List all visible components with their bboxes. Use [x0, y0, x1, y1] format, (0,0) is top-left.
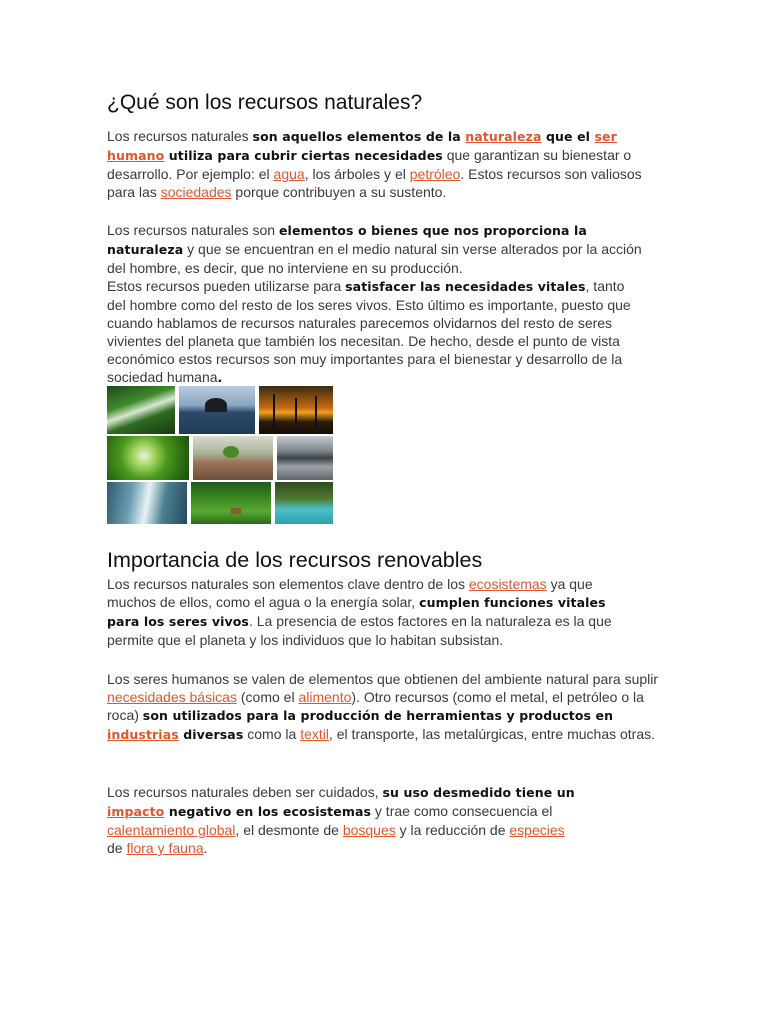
link-calentamiento-global[interactable]: calentamiento global — [107, 822, 236, 838]
text-run: , el desmonte de — [235, 822, 343, 838]
whale-tail-photo — [179, 386, 255, 434]
text-run: Los recursos naturales son elementos clave dentro de los — [107, 576, 469, 592]
link-ser-humano[interactable]: ser humano — [107, 129, 617, 163]
link-especies[interactable]: especies — [509, 822, 565, 838]
text-run: porque contribuyen a su sustento. — [231, 184, 447, 200]
deer-forest-photo — [191, 482, 271, 524]
text-run: , los árboles y el — [304, 166, 410, 182]
turquoise-river-photo — [275, 482, 333, 524]
text-run: que garantizan su bienestar o desarrollo. Por ejemplo: el — [107, 147, 632, 182]
text-run: y la reducción de — [395, 822, 510, 838]
section-title-recursos-naturales: ¿Qué son los recursos naturales? — [107, 91, 423, 114]
text-run: diversas — [178, 727, 244, 742]
paragraph-ecosistemas — [107, 575, 642, 649]
lake-landscape-photo — [277, 436, 333, 480]
text-run: son utilizados para la producción de herramientas y productos en — [142, 708, 614, 723]
link-agua[interactable]: agua — [273, 166, 305, 182]
text-run: . La presencia de estos factores en la naturaleza es la que permite que el planeta y los individuos que lo habitan subsistan. — [107, 613, 612, 648]
link-sociedades[interactable]: sociedades — [160, 184, 232, 200]
wind-turbines-sunset-photo — [259, 386, 333, 434]
text-run: (como el — [236, 689, 299, 705]
paragraph-cuidado — [107, 783, 577, 857]
text-run: . — [203, 840, 208, 856]
paragraph-seres-humanos — [107, 670, 663, 744]
text-run: Los recursos naturales — [107, 128, 253, 144]
link-impacto[interactable]: impacto — [107, 804, 165, 819]
bold-run: satisfacer las necesidades vitales — [345, 279, 586, 294]
text-run: Los seres humanos se valen de elementos que obtienen del ambiente natural para suplir — [107, 671, 659, 687]
text-run: como la — [243, 726, 301, 742]
paragraph-elementos-bienes — [107, 221, 642, 387]
link-flora-y-fauna[interactable]: flora y fauna — [126, 840, 204, 856]
link-alimento[interactable]: alimento — [298, 689, 352, 705]
glass-globe-grass-photo — [107, 436, 189, 480]
text-run: Estos recursos pueden utilizarse para — [107, 278, 346, 294]
text-run: Los recursos naturales deben ser cuidados, — [107, 784, 383, 800]
text-run: y que se encuentran en el medio natural sin verse alterados por la acción del hombre, es decir, que no interviene en su producción. — [107, 241, 642, 276]
waterfall-forest-photo — [107, 386, 175, 434]
text-run: . Estos recursos son valiosos para las — [107, 166, 642, 200]
link-bosques[interactable]: bosques — [342, 822, 396, 838]
link-textil[interactable]: textil — [300, 726, 329, 742]
bold-run: elementos o bienes que nos proporciona la naturaleza — [107, 223, 587, 257]
paragraph-definicion — [107, 127, 652, 201]
text-run: Los recursos naturales son — [107, 222, 279, 238]
text-run: su uso desmedido tiene un — [382, 785, 575, 800]
text-run: utiliza para cubrir ciertas necesidades — [164, 148, 443, 163]
text-run: , tanto del hombre como del resto de los seres vivos. Esto último es importante, puesto que cuando hablamos de recursos naturales parecemos olvidarnos del resto de seres vivientes del planeta que también los necesitan. De hecho, desde el punto de vista económico estos recursos son muy importantes para el bienestar y desarrollo de la sociedad humana — [107, 278, 631, 385]
bold-run: . — [217, 370, 223, 385]
text-run: negativo en los ecosistemas — [164, 804, 372, 819]
link-industrias[interactable]: industrias — [107, 727, 179, 742]
bold-run: cumplen funciones vitales para los seres vivos — [107, 595, 606, 629]
text-run: son aquellos elementos de la — [252, 129, 466, 144]
hands-seedling-photo — [193, 436, 273, 480]
text-run: , el transporte, las metalúrgicas, entre muchas otras. — [328, 726, 656, 742]
link-petroleo[interactable]: petróleo — [409, 166, 461, 182]
link-necesidades-basicas[interactable]: necesidades básicas — [107, 689, 237, 705]
text-run: ). Otro recursos (como el metal, el petróleo o la roca) — [107, 689, 644, 723]
text-run: de — [107, 840, 127, 856]
text-run: que el — [541, 129, 595, 144]
text-run: ya que muchos de ellos, como el agua o la energía solar, — [107, 576, 593, 610]
natural-resources-photo-collage — [107, 386, 337, 526]
link-naturaleza[interactable]: naturaleza — [465, 129, 542, 144]
text-run: y trae como consecuencia el — [371, 803, 553, 819]
link-ecosistemas[interactable]: ecosistemas — [468, 576, 547, 592]
section-title-importancia: Importancia de los recursos renovables — [107, 548, 483, 572]
waterfall-photo — [107, 482, 187, 524]
